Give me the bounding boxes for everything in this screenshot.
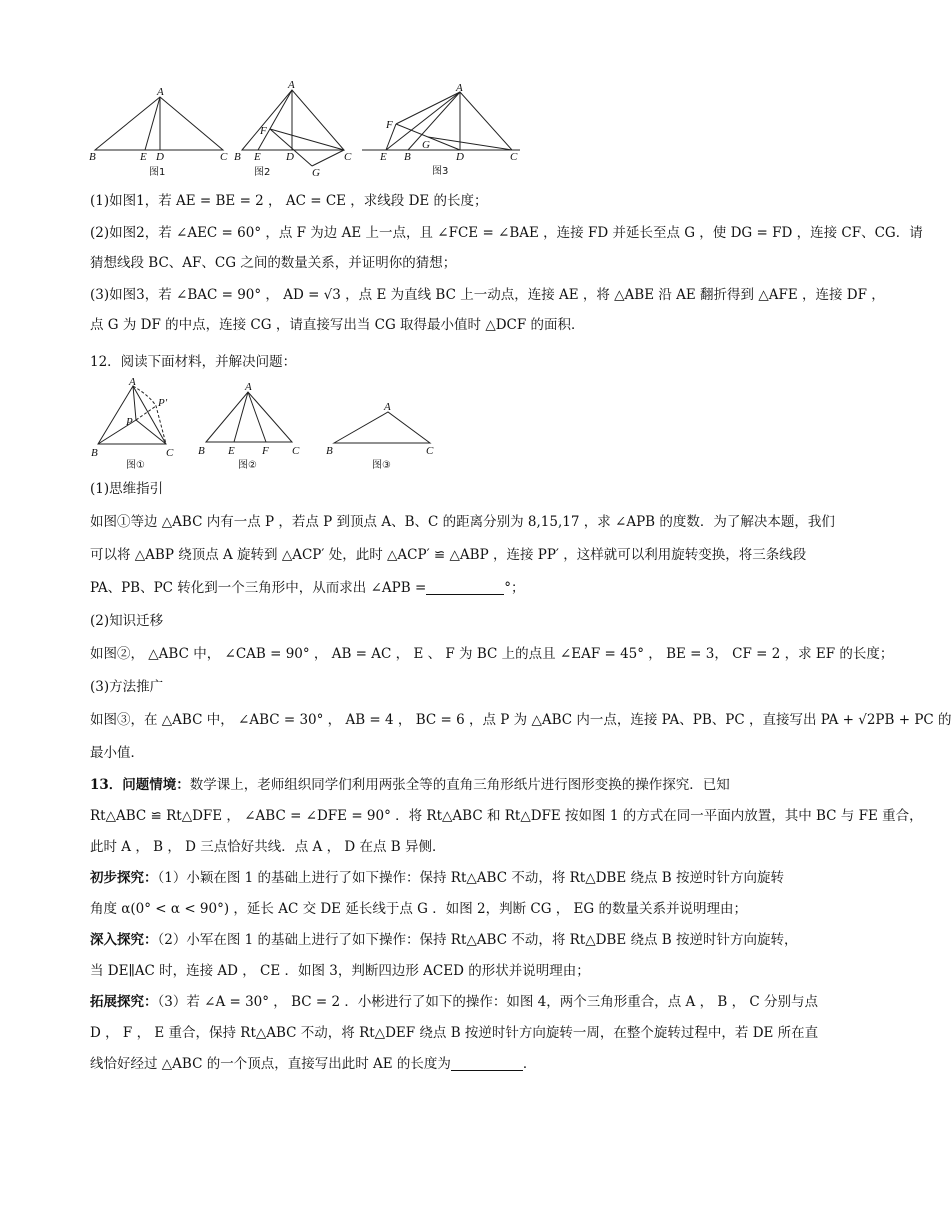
q13-line-10 (90, 1049, 780, 1079)
label-f: F (262, 445, 269, 457)
q12-text-3a: 如图③，在 △ABC 中， ∠ABC = 30° ， AB = 4 ， BC = 6 ，点 P 为 △ABC 内一点，连接 PA、PB、PC ，直接写出 PA + √2PB + PC 的 (90, 712, 952, 728)
label-b: B (198, 445, 205, 457)
triangle-abc (334, 412, 430, 443)
answer-blank-apb[interactable] (426, 578, 504, 595)
q13-line-7: 当 DE∥AC 时，连接 AD ， CE ．如图 3，判断四边形 ACED 的形状并说明理由； (90, 963, 590, 979)
q12-heading-1: (1)思维指引 (90, 481, 164, 497)
label-b: B (326, 445, 333, 457)
label-p-prime: P′ (158, 397, 168, 409)
q13-line-3: 此时 A ， B ， D 三点恰好共线．点 A ， D 在点 B 异侧． (90, 839, 446, 855)
figure-caption: 图① (126, 460, 145, 471)
label-a: A (456, 82, 463, 94)
segment-ae (258, 90, 292, 150)
q13-section-initial: 初步探究： (90, 870, 158, 886)
q11-part3-line1: (3)如图3，若 ∠BAC = 90° ， AD = √3 ，点 E 为直线 BC 上一动点，连接 AE ，将 △ABE 沿 AE 翻折得到 △AFE ，连接 DF ， (90, 287, 885, 303)
q13-line-8-text: （3）若 ∠A = 30° ， BC = 2 ．小彬进行了如下的操作：如图 4，两个三角形重合，点 A ， B ， C 分别与点 (157, 994, 818, 1010)
label-a: A (384, 401, 391, 413)
label-g: G (422, 139, 430, 151)
label-c: C (292, 445, 300, 457)
right-triangle-abc (206, 392, 292, 442)
label-a: A (157, 86, 164, 98)
figure-2-diagram (232, 78, 362, 178)
figure-1-diagram (85, 85, 235, 180)
figure-1 (85, 85, 235, 180)
q12-text-2: 如图②， △ABC 中， ∠CAB = 90° ， AB = AC ， E 、 F 为 BC 上的点且 ∠EAF = 45° ， BE = 3， CF = 2 ，求 EF 的长度； (90, 646, 894, 662)
label-e: E (140, 151, 147, 163)
label-c: C (344, 151, 352, 163)
label-b: B (89, 151, 96, 163)
segment-gc (312, 150, 344, 166)
q12-title (90, 347, 780, 377)
label-b: B (91, 447, 98, 459)
label-e: E (380, 151, 387, 163)
q13-line-1-text: 数学课上，老师组织同学们利用两张全等的直角三角形纸片进行图形变换的操作探究．已知 (189, 777, 730, 793)
label-d: D (456, 151, 464, 163)
q12-text-1b: 可以将 △ABP 绕顶点 A 旋转到 △ACP′ 处，此时 △ACP′ ≌ △ABP ，连接 PP′ ，这样就可以利用旋转变换，将三条线段 (90, 547, 807, 563)
figure-caption: 图② (238, 460, 257, 471)
label-d: D (156, 151, 164, 163)
segment-gc (428, 137, 512, 150)
figure-caption: 图3 (432, 166, 449, 177)
q12-title-text: 12．阅读下面材料，并解决问题： (90, 354, 297, 370)
label-a: A (129, 376, 136, 388)
q13-line-1 (90, 770, 780, 800)
label-a: A (288, 79, 295, 91)
q11-part3-line2: 点 G 为 DF 的中点，连接 CG ，请直接写出当 CG 取得最小值时 △DCF 的面积． (90, 317, 585, 333)
figure-caption: 图③ (372, 460, 391, 471)
q12-text-1c: PA、PB、PC 转化到一个三角形中，从而求出 ∠APB = (90, 580, 427, 596)
label-c: C (426, 445, 434, 457)
label-e: E (254, 151, 261, 163)
q12-figure-2 (196, 381, 306, 471)
label-e: E (228, 445, 235, 457)
triangle-abc (242, 90, 344, 150)
label-c: C (510, 151, 518, 163)
q12-figure-2-diagram (196, 381, 306, 471)
q13-line-5: 角度 α(0° < α < 90°) ，延长 AC 交 DE 延长线于点 G ．如图 2，判断 CG ， EG 的数量关系并说明理由； (90, 901, 747, 917)
segment-fc (270, 129, 344, 150)
q12-figure-3 (322, 398, 442, 471)
q11-part2-line1: (2)如图2，若 ∠AEC = 60° ，点 F 为边 AE 上一点，且 ∠FCE = ∠BAE ，连接 FD 并延长至点 G ，使 DG = FD ，连接 CF、CG．请 (90, 225, 923, 241)
answer-blank-ae[interactable] (451, 1054, 523, 1071)
q12-figure-1 (88, 376, 183, 471)
q13-line-6-text: （2）小军在图 1 的基础上进行了如下操作：保持 Rt△ABC 不动，将 Rt△DBE 绕点 B 按逆时针方向旋转， (157, 932, 798, 948)
label-c: C (166, 447, 174, 459)
figure-3 (360, 82, 530, 182)
label-a: A (245, 381, 252, 393)
q13-line-6 (90, 925, 798, 955)
question-13 (90, 770, 923, 1079)
label-f: F (260, 125, 267, 137)
figure-2 (232, 78, 362, 178)
q13-section-deep: 深入探究： (90, 932, 158, 948)
q13-line-8 (90, 987, 818, 1017)
label-f: F (386, 119, 393, 131)
q12-heading-3: (3)方法推广 (90, 679, 164, 695)
figure-caption: 图2 (254, 167, 271, 178)
triangle-abc (95, 97, 223, 150)
question-11 (90, 186, 923, 340)
q12-figure-1-diagram (88, 376, 183, 471)
segment-af (248, 392, 266, 442)
label-d: D (286, 151, 294, 163)
q13-line-10-end: ． (522, 1056, 537, 1072)
q11-part2-line2: 猜想线段 BC、AF、CG 之间的数量关系，并证明你的猜想； (90, 255, 457, 271)
question-12-body (90, 474, 952, 768)
q13-section-extend: 拓展探究： (90, 994, 158, 1010)
label-p: P (126, 416, 133, 428)
label-c: C (220, 151, 228, 163)
q13-line-10-text: 线恰好经过 △ABC 的一个顶点，直接写出此时 AE 的长度为 (90, 1056, 451, 1072)
label-b: B (234, 151, 241, 163)
q13-line-4 (90, 863, 784, 893)
figure-3-diagram (360, 82, 530, 182)
segment-ae (145, 97, 160, 150)
figure-caption: 图1 (149, 167, 166, 178)
q13-line-9: D ， F ， E 重合，保持 Rt△ABC 不动，将 Rt△DEF 绕点 B 按逆时针方向旋转一周，在整个旋转过程中，若 DE 所在直 (90, 1025, 819, 1041)
q12-text-1a: 如图①等边 △ABC 内有一点 P ，若点 P 到顶点 A、B、C 的距离分别为 8,15,17 ，求 ∠APB 的度数．为了解决本题，我们 (90, 514, 835, 530)
q12-heading-2: (2)知识迁移 (90, 613, 164, 629)
label-b: B (404, 151, 411, 163)
label-g: G (312, 167, 320, 179)
segment-pc (136, 420, 166, 444)
q12-text-1c-line (90, 573, 780, 603)
q12-text-1c-end: °； (504, 580, 525, 596)
segment-af (396, 92, 460, 124)
q13-line-2: Rt△ABC ≌ Rt△DFE ， ∠ABC = ∠DFE = 90° ．将 Rt△ABC 和 Rt△DFE 按如图 1 的方式在同一平面内放置，其中 BC 与 FE 重合， (90, 808, 923, 824)
segment-ae (234, 392, 248, 442)
q12-text-3b: 最小值． (90, 745, 144, 761)
q12-figure-3-diagram (322, 398, 442, 471)
q11-part1: (1)如图1，若 AE = BE = 2 ， AC = CE ，求线段 DE 的长度； (90, 193, 488, 209)
q13-section-problem: 13．问题情境： (90, 777, 190, 793)
q13-line-4-text: （1）小颖在图 1 的基础上进行了如下操作：保持 Rt△ABC 不动，将 Rt△DBE 绕点 B 按逆时针方向旋转 (157, 870, 784, 886)
